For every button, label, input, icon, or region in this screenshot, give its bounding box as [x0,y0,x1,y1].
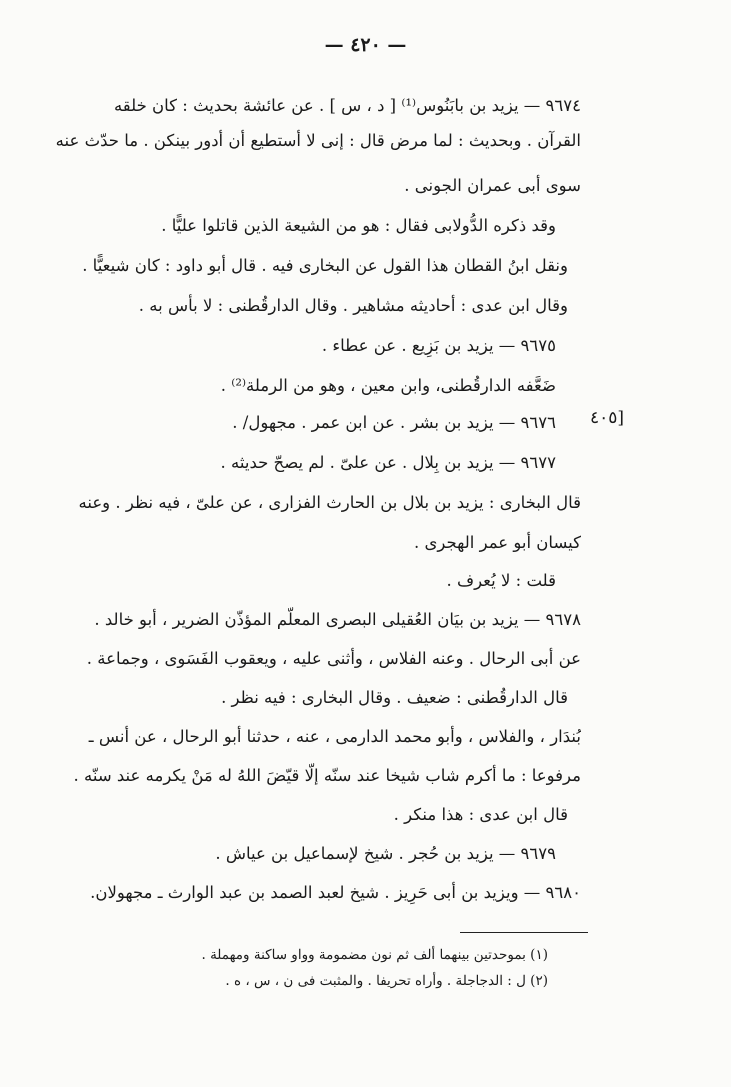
footnote-2: (٢) ل : الدجاجلة . وأراه تحريفا . والمثبت فى ن ، س ، ه . [225,973,548,989]
entry-9677-line-1: ٩٦٧٧ — يزيد بن بِلال . عن علىّ . لم يصحّ حديثه . [220,453,556,472]
entry-9674-line-3: سوى أبى عمران الجونى . [404,176,581,195]
entry-9677-line-2: قال البخارى : يزيد بن بلال بن الحارث الفزارى ، عن علىّ ، فيه نظر . وعنه [78,493,581,512]
entry-9677-line-3: كيسان أبو عمر الهجرى . [414,533,581,552]
entry-9677-line-4: قلت : لا يُعرف . [446,571,556,590]
entry-9674-line-1: ٩٦٧٤ — يزيد بن بابَنُوس⁽¹⁾ [ د ، س ] . عن عائشة بحديث : كان خلقه [113,96,581,115]
entry-9674-line-4: وقد ذكره الدُّولابى فقال : هو من الشيعة الذين قاتلوا عليًّا . [161,216,556,235]
entry-9680-line-1: ٩٦٨٠ — ويزيد بن أبى حَرِيز . شيخ لعبد الصمد بن عبد الوارث ـ مجهولان. [90,883,581,902]
entry-9678-line-2: عن أبى الرحال . وعنه الفلاس ، وأثنى عليه ، ويعقوب الفَسَوى ، وجماعة . [86,649,581,668]
entry-9676-line-1: ٩٦٧٦ — يزيد بن بشر . عن ابن عمر . مجهول/ . [232,413,556,432]
footnote-divider [460,932,588,933]
page-number: — ٤٢٠ — [324,34,407,56]
entry-9679-line-1: ٩٦٧٩ — يزيد بن حُجر . شيخ لإسماعيل بن عياش . [215,844,556,863]
entry-9675-line-1: ٩٦٧٥ — يزيد بن بَزِيع . عن عطاء . [321,336,556,355]
entry-9675-line-2: ضَعَّفه الدارقُطنى، وابن معين ، وهو من الرملة⁽²⁾ . [220,376,556,395]
entry-9678-line-3: قال الدارقُطنى : ضعيف . وقال البخارى : فيه نظر . [221,688,568,707]
entry-9678-line-5: مرفوعا : ما أكرم شاب شيخا عند سنّه إلّا قيّضَ اللهُ له مَنْ يكرمه عند سنّه . [73,766,581,785]
entry-9674-line-6: وقال ابن عدى : أحاديثه مشاهير . وقال الدارقُطنى : لا بأس به . [138,296,568,315]
margin-page-reference: [٤٠٥ [590,408,625,428]
entry-9678-line-4: بُندَار ، والفلاس ، وأبو محمد الدارمى ، عنه ، حدثنا أبو الرحال ، عن أنس ـ [88,727,581,746]
footnote-1: (١) بموحدتين بينهما ألف ثم نون مضمومة وواو ساكنة ومهملة . [201,947,548,963]
entry-9678-line-6: قال ابن عدى : هذا منكر . [393,805,568,824]
entry-9674-line-5: ونقل ابنُ القطان هذا القول عن البخارى فيه . قال أبو داود : كان شيعيًّا . [82,256,568,275]
entry-9674-line-2: القرآن . وبحديث : لما مرض قال : إنى لا أستطيع أن أدور بينكن . ما حدّث عنه [55,131,581,150]
entry-9678-line-1: ٩٦٧٨ — يزيد بن بيَان العُقيلى البصرى المعلّم المؤذّن الضرير ، أبو خالد . [94,610,581,629]
